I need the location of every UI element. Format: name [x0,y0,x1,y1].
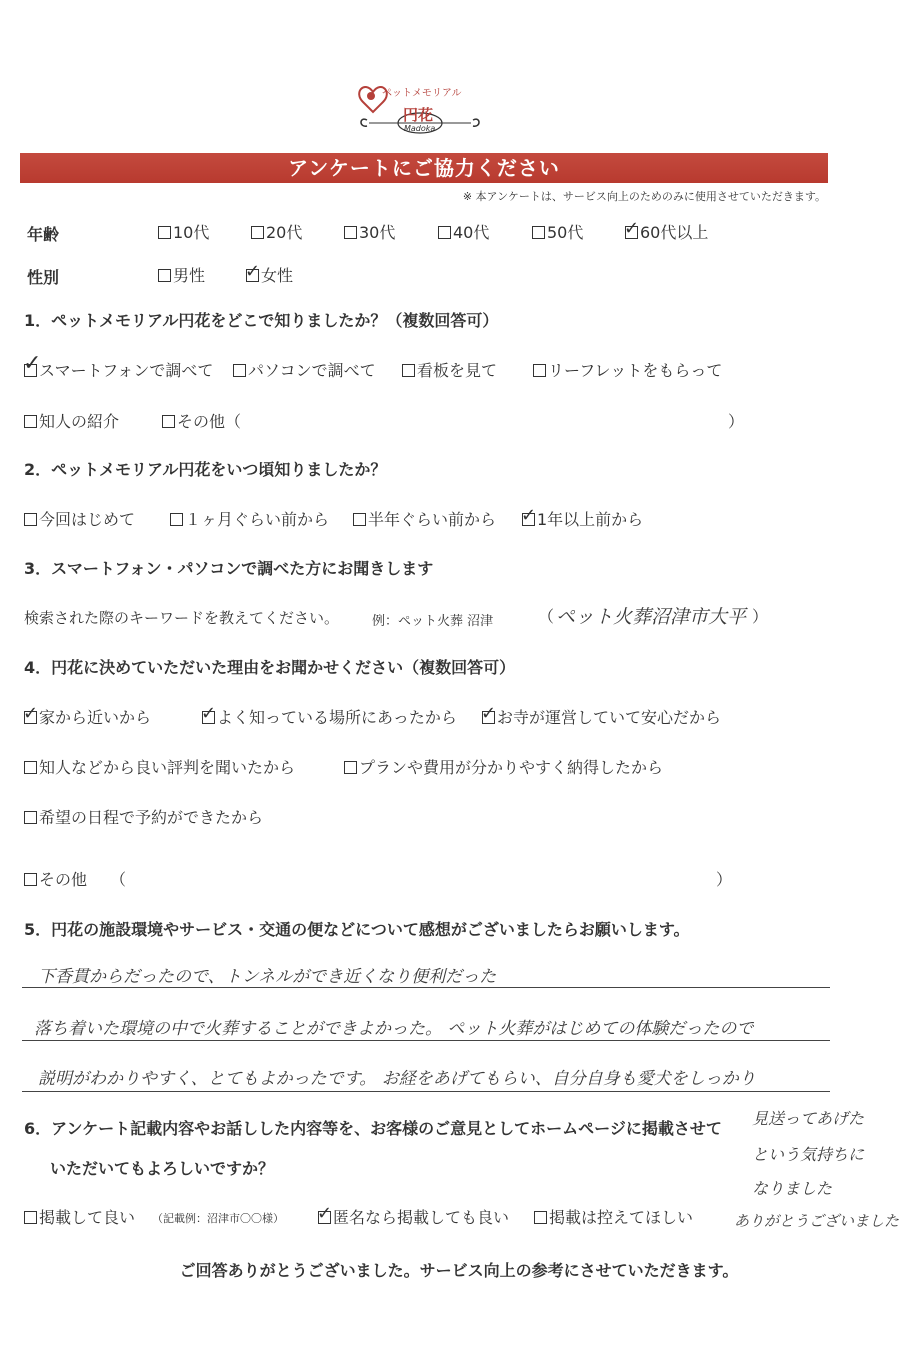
side-note-line-2: という気持ちに [752,1145,865,1164]
q2-option-halfyear[interactable]: 半年ぐらい前から [353,507,496,530]
checkbox[interactable] [438,226,451,239]
q4-other-open-paren: （ [110,870,127,889]
q3-prompt: 検索された際のキーワードを教えてください。 [24,609,340,627]
q6-option-anonymous[interactable]: ✓ 匿名なら掲載しても良い [317,1203,510,1227]
q6-title-line-2: いただいてもよろしいですか？ [50,1159,275,1178]
q5-handwritten-line-1: 下香貫からだったので、トンネルができ近くなり便利だった [38,967,497,987]
answer-line [22,987,830,988]
checkbox[interactable] [402,364,415,377]
age-option-40[interactable]: 40代 [438,220,489,243]
age-option-60plus[interactable]: ✓ 60代以上 [624,218,709,242]
checkbox[interactable] [158,226,171,239]
q5-handwritten-line-3: 説明がわかりやすく、とてもよかったです。 お経をあげてもらい、自分自身も愛犬をしっかり [38,1069,756,1089]
q5-title: 5．円花の施設環境やサービス・交通の便などについて感想がございましたらお願いします。 [24,920,690,939]
checkbox[interactable] [24,415,37,428]
logo-name: 円花 [403,106,434,124]
q2-option-first[interactable]: 今回はじめて [24,507,135,530]
gender-option-female[interactable]: ✓ 女性 [245,261,294,285]
q1-close-paren: ） [728,412,745,431]
check-mark-icon: ✓ [201,703,217,724]
age-option-30[interactable]: 30代 [344,220,395,243]
checkbox[interactable] [24,811,37,824]
checkbox[interactable] [24,873,37,886]
side-note-line-3: なりました [752,1179,833,1198]
checkbox[interactable] [534,1211,547,1224]
checkbox[interactable] [233,364,246,377]
q3-open-paren: （ [538,607,555,626]
check-mark-icon: ✓ [245,261,261,282]
q4-option-schedule[interactable]: 希望の日程で予約ができたから [24,805,263,828]
q4-option-other[interactable]: その他 [24,867,87,890]
age-option-50[interactable]: 50代 [532,220,583,243]
checkbox[interactable] [353,513,366,526]
check-mark-icon: ✓ [23,351,42,376]
q4-other-close-paren: ） [716,870,733,889]
age-option-10[interactable]: 10代 [158,220,209,243]
q3-handwritten-answer: ペット火葬沼津市大平 [556,606,747,628]
q6-option-decline[interactable]: 掲載は控えてほしい [534,1205,693,1228]
checkbox[interactable] [344,761,357,774]
q6-option-publish[interactable]: 掲載して良い [24,1205,135,1228]
checkbox[interactable] [344,226,357,239]
age-label: 年齢 [27,225,60,244]
check-mark-icon: ✓ [624,218,640,239]
checkbox-checked[interactable] [23,703,39,724]
q4-option-temple[interactable]: ✓ お寺が運営していて安心だから [481,703,722,727]
answer-line [22,1091,830,1092]
checkbox-checked[interactable] [245,261,261,282]
checkbox[interactable] [533,364,546,377]
age-option-20[interactable]: 20代 [251,220,302,243]
q1-option-referral[interactable]: 知人の紹介 [24,409,119,432]
logo-romaji: Madoka [404,124,436,133]
gender-option-male[interactable]: 男性 [158,263,205,286]
q4-option-plan[interactable]: プランや費用が分かりやすく納得したから [344,755,663,778]
checkbox[interactable] [532,226,545,239]
q2-option-1year[interactable]: ✓ 1年以上前から [521,505,644,529]
usage-note: ※ 本アンケートは、サービス向上のためのみに使用させていただきます。 [462,190,826,203]
check-mark-icon: ✓ [23,703,39,724]
checkbox[interactable] [251,226,264,239]
answer-line [22,1040,830,1041]
q3-title: 3．スマートフォン・パソコンで調べた方にお聞きします [24,559,434,578]
check-mark-icon: ✓ [481,703,497,724]
checkbox[interactable] [158,269,171,282]
q3-example: 例：ペット火葬 沼津 [372,614,494,629]
q1-option-leaflet[interactable]: リーフレットをもらって [533,358,722,381]
q6-example: （記載例：沼津市〇〇様） [152,1212,284,1225]
q1-option-signboard[interactable]: 看板を見て [402,358,497,381]
side-note-line-1: 見送ってあげた [752,1109,865,1128]
checkbox[interactable] [24,1211,37,1224]
page-title: アンケートにご協力ください [288,156,560,180]
q4-title: 4．円花に決めていただいた理由をお聞かせください（複数回答可） [24,658,516,677]
q4-option-near-home[interactable]: ✓ 家から近いから [23,703,152,727]
q3-close-paren: ） [752,607,769,626]
q5-handwritten-line-2: 落ち着いた環境の中で火葬することができよかった。 ペット火葬がはじめての体験だったので [34,1019,754,1039]
q6-title-line-1: 6．アンケート記載内容やお話しした内容等を、お客様のご意見としてホームページに掲載させて [24,1119,722,1138]
checkbox-checked[interactable] [521,505,537,526]
checkbox-checked[interactable] [481,703,497,724]
checkbox-checked[interactable] [317,1203,333,1224]
gender-label: 性別 [27,268,60,287]
q1-option-other[interactable]: その他（ [162,409,241,432]
q1-option-pc[interactable]: パソコンで調べて [233,358,376,381]
check-mark-icon: ✓ [521,505,537,526]
q4-option-known-place[interactable]: ✓ よく知っている場所にあったから [201,703,457,727]
logo-brand: ペットメモリアル [382,88,462,99]
checkbox[interactable] [24,513,37,526]
checkbox[interactable] [162,415,175,428]
checkbox[interactable] [24,761,37,774]
side-note-line-4: ありがとうございました [734,1212,900,1230]
checkbox[interactable] [170,513,183,526]
q1-title: 1．ペットメモリアル円花をどこで知りましたか？（複数回答可） [24,311,499,330]
checkbox-checked[interactable] [201,703,217,724]
checkbox-checked[interactable] [624,218,640,239]
check-mark-icon: ✓ [317,1203,333,1224]
q2-option-1month[interactable]: １ヶ月ぐらい前から [170,507,329,530]
q4-option-reputation[interactable]: 知人などから良い評判を聞いたから [24,755,295,778]
checkbox-checked[interactable] [23,351,42,377]
footer-thanks: ご回答ありがとうございました。サービス向上の参考にさせていただきます。 [179,1261,739,1280]
q1-option-smartphone[interactable]: ✓ スマートフォンで調べて [23,351,214,380]
q2-title: 2．ペットメモリアル円花をいつ頃知りましたか？ [24,460,387,479]
